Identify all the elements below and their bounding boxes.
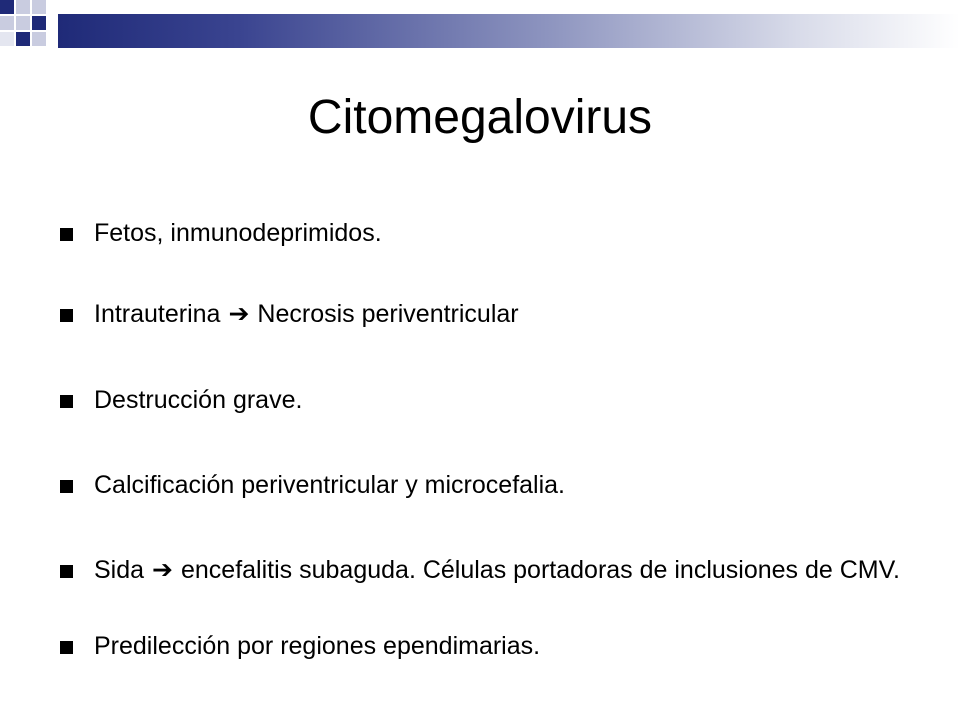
right-arrow-icon: ➔ — [152, 556, 173, 584]
bullet-text-after: encefalitis subaguda. Células portadoras de inclusiones de CMV. — [181, 556, 900, 584]
square-bullet-icon — [60, 565, 73, 578]
bullet-text: Destrucción grave. — [94, 386, 303, 414]
square-bullet-icon — [60, 309, 73, 322]
right-arrow-icon: ➔ — [228, 300, 250, 328]
bullet-text: Predilección por regiones ependimarias. — [94, 632, 541, 660]
slide-title: Citomegalovirus — [307, 91, 653, 144]
square-bullet-icon — [60, 641, 73, 654]
bullet-text-after: Necrosis periventricular — [257, 300, 519, 328]
bullet-text-before: Sida — [94, 556, 145, 584]
bullet-text: Calcificación periventricular y microcefalia. — [94, 471, 565, 499]
bullet-text-before: Intrauterina — [94, 300, 221, 328]
bullet-text — [94, 298, 904, 330]
square-bullet-icon — [60, 228, 73, 241]
square-bullet-icon — [60, 395, 73, 408]
square-bullet-icon — [60, 480, 73, 493]
bullet-text: Fetos, inmunodeprimidos. — [94, 219, 382, 247]
bullet-text — [94, 554, 904, 586]
